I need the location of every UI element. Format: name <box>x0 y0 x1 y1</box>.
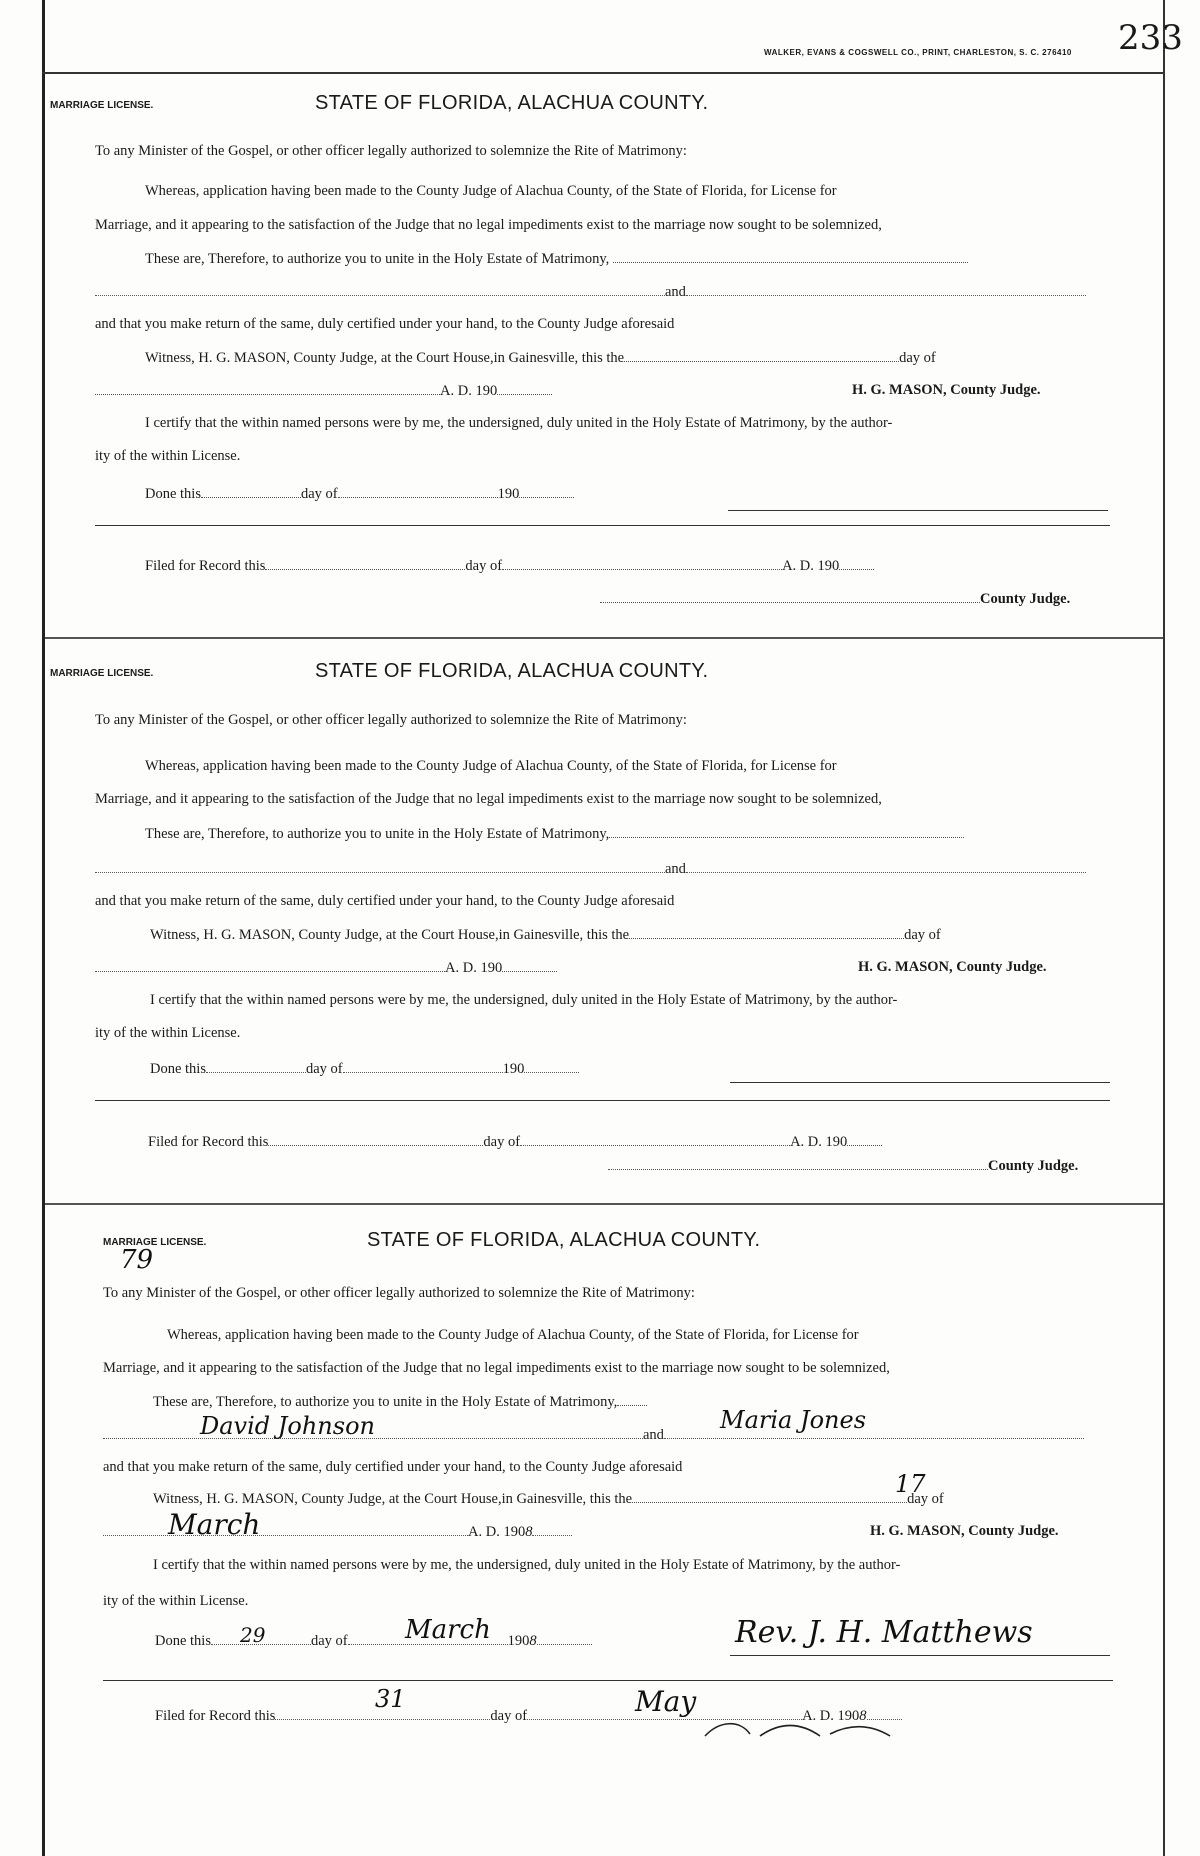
license-3-witness: Witness, H. G. MASON, County Judge, at the Court House,in Gainesville, this the day of <box>153 1491 944 1507</box>
license-3-done-month: March <box>405 1615 491 1645</box>
printer-imprint: WALKER, EVANS & COGSWELL CO., PRINT, CHARLESTON, S. C. 276410 <box>764 48 1072 57</box>
license-1-return: and that you make return of the same, duly certified under your hand, to the County Judge aforesaid <box>95 316 675 332</box>
license-2-and-line: and <box>95 860 1086 878</box>
license-3-filed: Filed for Record this day of A. D. 1908 <box>155 1707 902 1725</box>
license-1-divider <box>95 525 1110 526</box>
license-1-and-line: and <box>95 283 1086 301</box>
license-2-return: and that you make return of the same, duly certified under your hand, to the County Judge aforesaid <box>95 893 675 909</box>
license-2-filed: Filed for Record this day of A. D. 190 <box>148 1133 882 1151</box>
license-3-divider <box>103 1680 1113 1681</box>
license-2-certify-2: ity of the within License. <box>95 1025 241 1041</box>
license-2-label: MARRIAGE LICENSE. <box>50 668 154 679</box>
license-1-whereas-1: Whereas, application having been made to the County Judge of Alachua County, of the State of Florida, for License for <box>145 183 837 199</box>
license-3-these-are: These are, Therefore, to authorize you to unite in the Holy Estate of Matrimony, <box>153 1393 647 1411</box>
right-margin-line <box>1163 0 1165 1856</box>
license-1-done: Done this day of 190 <box>145 485 574 503</box>
license-3-groom: David Johnson <box>200 1412 375 1440</box>
license-3-whereas-2: Marriage, and it appearing to the satisfaction of the Judge that no legal impediments exist to the marriage now sought to be solemnized, <box>103 1360 890 1376</box>
license-3-filed-day: 31 <box>375 1685 406 1713</box>
license-3-label: MARRIAGE LICENSE. <box>103 1237 207 1248</box>
license-3-officiant-signature: Rev. J. H. Matthews <box>735 1615 1033 1650</box>
license-1-signature-line <box>728 510 1108 511</box>
license-2-these-are: These are, Therefore, to authorize you to unite in the Holy Estate of Matrimony, <box>145 825 964 843</box>
license-3-bride: Maria Jones <box>720 1406 867 1434</box>
license-3-signature-line <box>730 1655 1110 1656</box>
license-1-certify-2: ity of the within License. <box>95 448 241 464</box>
license-2-ad: A. D. 190 <box>95 959 557 977</box>
license-3-number: 79 <box>120 1245 154 1275</box>
license-2-done: Done this day of 190 <box>150 1060 579 1078</box>
license-3-filed-month: May <box>635 1685 697 1718</box>
license-1-certify-1: I certify that the within named persons were by me, the undersigned, duly united in the Holy Estate of Matrimony, by the author- <box>145 415 893 431</box>
license-2-judge: H. G. MASON, County Judge. <box>858 959 1047 975</box>
license-2-county-judge: County Judge. <box>608 1157 1078 1175</box>
license-1-county-judge: County Judge. <box>600 590 1070 608</box>
license-2-salutation: To any Minister of the Gospel, or other officer legally authorized to solemnize the Rite of Matrimony: <box>95 712 687 728</box>
license-1-whereas-2: Marriage, and it appearing to the satisfaction of the Judge that no legal impediments exist to the marriage now sought to be solemnized, <box>95 217 882 233</box>
license-1-title: STATE OF FLORIDA, ALACHUA COUNTY. <box>315 92 709 114</box>
license-2-whereas-2: Marriage, and it appearing to the satisfaction of the Judge that no legal impediments exist to the marriage now sought to be solemnized, <box>95 791 882 807</box>
license-1-witness: Witness, H. G. MASON, County Judge, at the Court House,in Gainesville, this the day of <box>145 350 936 366</box>
license-2-whereas-1: Whereas, application having been made to the County Judge of Alachua County, of the State of Florida, for License for <box>145 758 837 774</box>
license-2-signature-line <box>730 1082 1110 1083</box>
license-2-separator <box>45 1203 1163 1205</box>
license-3-and-line: and <box>103 1426 1084 1444</box>
license-3-done: Done this day of 1908 <box>155 1632 592 1650</box>
license-2-witness: Witness, H. G. MASON, County Judge, at the Court House,in Gainesville, this the day of <box>150 927 941 943</box>
license-1-these-are: These are, Therefore, to authorize you to unite in the Holy Estate of Matrimony, <box>145 250 968 268</box>
license-3-certify-1: I certify that the within named persons were by me, the undersigned, duly united in the Holy Estate of Matrimony, by the author- <box>153 1557 901 1573</box>
license-1-separator <box>45 637 1163 639</box>
license-2-divider <box>95 1100 1110 1101</box>
page-number: 233 <box>1118 18 1183 58</box>
license-3-judge-signature-fragment <box>700 1718 1000 1738</box>
license-3-return: and that you make return of the same, duly certified under your hand, to the County Judge aforesaid <box>103 1459 683 1475</box>
license-1-label: MARRIAGE LICENSE. <box>50 100 154 111</box>
license-3-done-day: 29 <box>240 1623 266 1647</box>
license-3-salutation: To any Minister of the Gospel, or other officer legally authorized to solemnize the Rite of Matrimony: <box>103 1285 695 1301</box>
license-1-judge: H. G. MASON, County Judge. <box>852 382 1041 398</box>
license-3-witness-month: March <box>168 1508 261 1541</box>
license-1-salutation: To any Minister of the Gospel, or other officer legally authorized to solemnize the Rite of Matrimony: <box>95 143 687 159</box>
license-1-filed: Filed for Record this day of A. D. 190 <box>145 557 874 575</box>
license-2-title: STATE OF FLORIDA, ALACHUA COUNTY. <box>315 660 709 682</box>
license-1-ad: A. D. 190 <box>95 382 552 400</box>
license-3-judge: H. G. MASON, County Judge. <box>870 1523 1059 1539</box>
license-3-certify-2: ity of the within License. <box>103 1593 249 1609</box>
license-3-title: STATE OF FLORIDA, ALACHUA COUNTY. <box>367 1229 761 1251</box>
license-2-certify-1: I certify that the within named persons were by me, the undersigned, duly united in the Holy Estate of Matrimony, by the author- <box>150 992 898 1008</box>
license-3-ad: A. D. 1908 <box>103 1523 572 1541</box>
license-3-whereas-1: Whereas, application having been made to the County Judge of Alachua County, of the State of Florida, for License for <box>167 1327 859 1343</box>
license-3-witness-day: 17 <box>895 1470 926 1498</box>
